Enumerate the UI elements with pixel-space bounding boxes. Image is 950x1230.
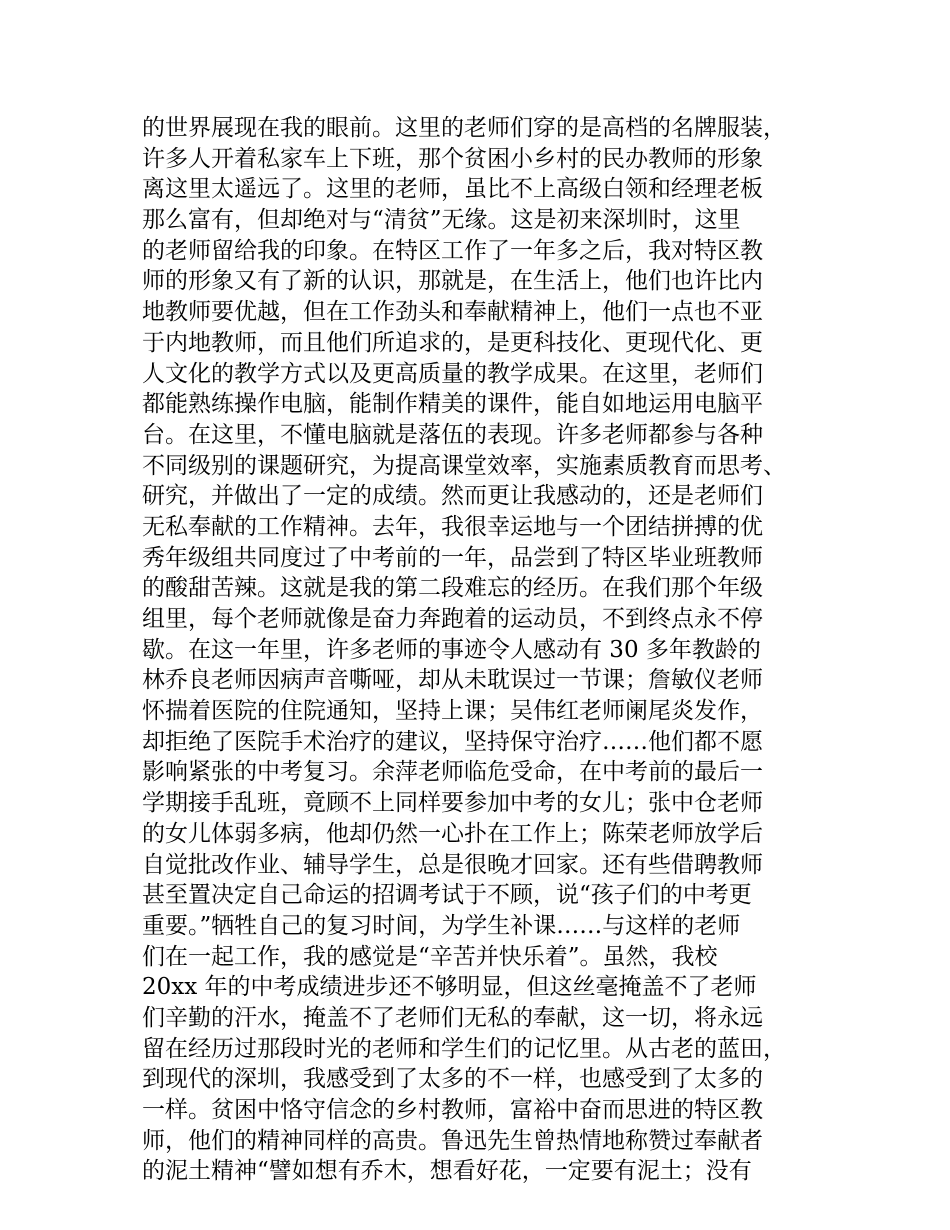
text-line: 组里，每个老师就像是奋力奔跑着的运动员，不到终点永不停 [142,606,763,632]
text-line: 影响紧张的中考复习。余萍老师临危受命，在中考前的最后一 [142,759,763,786]
text-line: 那么富有，但却绝对与“清贫”无缘。这是初来深圳时，这里 [142,207,741,234]
text-line: 许多人开着私家车上下班，那个贫困小乡村的民办教师的形象 [142,145,763,172]
text-line: 师，他们的精神同样的高贵。鲁迅先生曾热情地称赞过奉献者 [142,1127,763,1154]
text-line: 歇。在这一年里，许多老师的事迹令人感动有 30 多年教龄的 [142,636,761,663]
text-line: 地教师要优越，但在工作劲头和奉献精神上，他们一点也不亚 [142,299,763,326]
text-line: 林乔良老师因病声音嘶哑，却从未耽误过一节课；詹敏仪老师 [142,667,763,694]
text-line: 的泥土精神“譬如想有乔木，想看好花，一定要有泥土；没有 [142,1158,752,1185]
body-text [142,113,842,1187]
text-line: 自觉批改作业、辅导学生，总是很晚才回家。还有些借聘教师 [142,851,763,878]
text-line: 的女儿体弱多病，他却仍然一心扑在工作上；陈荣老师放学后 [142,820,763,847]
text-line: 都能熟练操作电脑，能制作精美的课件，能自如地运用电脑平 [142,391,763,418]
text-line: 一样。贫困中恪守信念的乡村教师，富裕中奋而思进的特区教 [142,1097,763,1123]
text-line: 于内地教师，而且他们所追求的，是更科技化、更现代化、更 [142,329,763,356]
text-line: 离这里太遥远了。这里的老师，虽比不上高级白领和经理老板 [142,176,763,203]
text-line: 台。在这里，不懂电脑就是落伍的表现。许多老师都参与各种 [142,421,763,448]
text-line: 师的形象又有了新的认识，那就是，在生活上，他们也许比内 [142,268,763,295]
text-line: 甚至置决定自己命运的招调考试于不顾，说“孩子们的中考更 [142,882,752,909]
text-line: 学期接手乱班，竟顾不上同样要参加中考的女儿；张中仓老师 [142,790,763,817]
text-line: 研究，并做出了一定的成绩。然而更让我感动的，还是老师们 [142,483,763,510]
text-line: 无私奉献的工作精神。去年，我很幸运地与一个团结拼搏的优 [142,513,763,540]
text-line: 们辛勤的汗水，掩盖不了老师们无私的奉献，这一切，将永远 [142,1004,763,1031]
text-line: 留在经历过那段时光的老师和学生们的记忆里。从古老的蓝田， [142,1035,786,1062]
text-line: 的老师留给我的印象。在特区工作了一年多之后，我对特区教 [142,237,763,264]
text-line: 的酸甜苦辣。这就是我的第二段难忘的经历。在我们那个年级 [142,575,763,602]
text-line: 重要。”牺牲自己的复习时间，为学生补课……与这样的老师 [142,912,741,939]
text-line: 秀年级组共同度过了中考前的一年，品尝到了特区毕业班教师 [142,544,763,571]
text-line: 却拒绝了医院手术治疗的建议，坚持保守治疗……他们都不愿 [142,728,763,755]
text-line: 到现代的深圳，我感受到了太多的不一样，也感受到了太多的 [142,1066,763,1093]
text-line: 20xx 年的中考成绩进步还不够明显，但这丝毫掩盖不了老师 [142,974,757,1001]
text-line: 人文化的教学方式以及更高质量的教学成果。在这里，老师们 [142,360,763,387]
text-line: 的世界展现在我的眼前。这里的老师们穿的是高档的名牌服装， [142,115,786,141]
text-line: 怀揣着医院的住院通知，坚持上课；吴伟红老师阑尾炎发作， [142,698,763,725]
text-line: 们在一起工作，我的感觉是“辛苦并快乐着”。虽然，我校 [142,943,718,970]
text-line: 不同级别的课题研究，为提高课堂效率，实施素质教育而思考、 [142,452,786,479]
